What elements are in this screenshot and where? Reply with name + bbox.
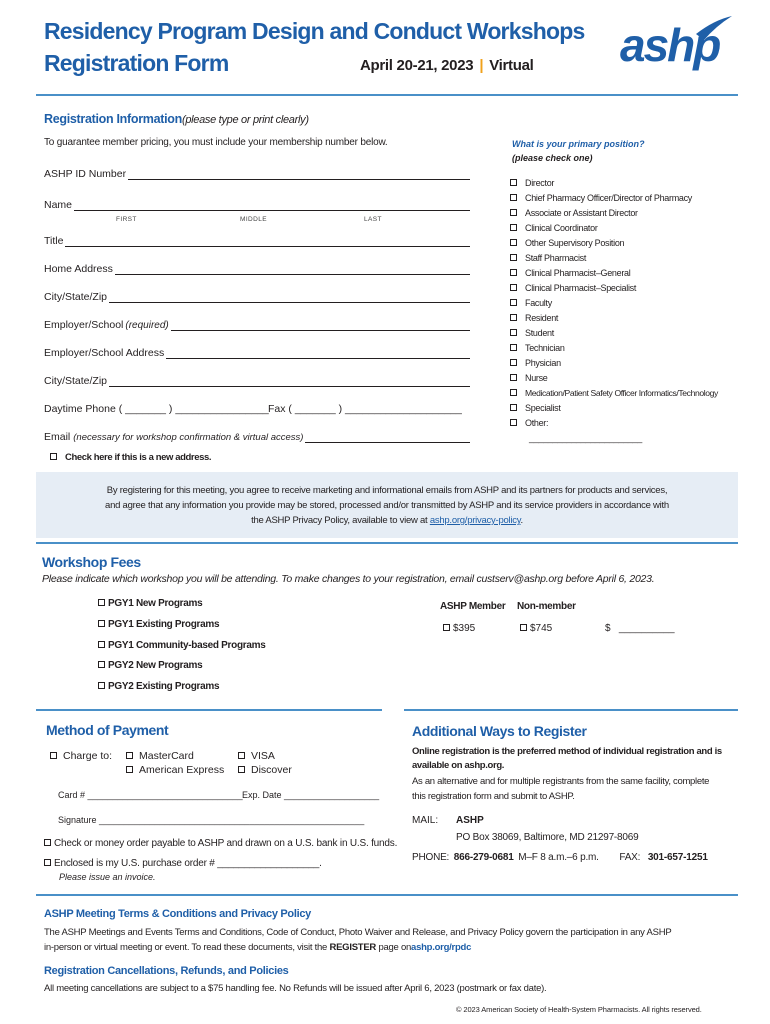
signature-field[interactable]: Signature _____________________________________________________ — [58, 815, 365, 825]
phone-label-text: PHONE: — [412, 852, 450, 863]
position-checkbox[interactable] — [510, 314, 517, 321]
nonmember-price-option[interactable] — [520, 623, 552, 634]
consent-line-1: By registering for this meeting, you agree to receive marketing and informational emails from ASHP and its partners for products and services, — [106, 485, 668, 496]
consent-line-3 — [36, 513, 738, 528]
logo-text: ashp — [620, 19, 720, 71]
privacy-policy-link[interactable]: ashp.org/privacy-policy — [429, 515, 521, 526]
registration-heading — [44, 112, 309, 126]
position-option[interactable] — [510, 296, 738, 311]
name-middle-caption: MIDDLE — [240, 216, 267, 223]
position-checkbox[interactable] — [510, 344, 517, 351]
name-first-caption: FIRST — [116, 216, 137, 223]
card-option[interactable] — [238, 764, 292, 776]
position-option[interactable] — [510, 206, 738, 221]
workshop-option[interactable] — [98, 681, 219, 692]
invoice-note: Please issue an invoice. — [59, 872, 156, 882]
mail-name: ASHP — [456, 815, 484, 826]
position-option[interactable] — [510, 401, 738, 416]
consent-line-2: and agree that any information you provide may be stored, processed and/or transmitted by ASHP and its service providers in accordance with — [105, 500, 669, 511]
position-label: Technician — [525, 343, 565, 353]
fax-number: 301-657-1251 — [647, 852, 708, 863]
register-word: REGISTER — [329, 942, 377, 953]
position-option[interactable] — [510, 311, 738, 326]
consent-line-3-text: the ASHP Privacy Policy, available to view at — [251, 515, 428, 526]
member-price-checkbox[interactable] — [443, 624, 450, 631]
alternative-note-line-1: As an alternative and for multiple registrants from the same facility, complete — [412, 776, 710, 787]
card-label-amex: American Express — [139, 764, 225, 776]
position-checkbox[interactable] — [510, 284, 517, 291]
ashp-id-field[interactable] — [44, 168, 470, 180]
check-option[interactable] — [44, 838, 397, 849]
fax-field[interactable] — [268, 403, 462, 415]
phone-label: Daytime Phone ( _______ ) ________________ — [44, 403, 269, 415]
payment-rule — [36, 709, 382, 711]
member-column-header: ASHP Member — [440, 601, 506, 612]
card-number-field[interactable]: Card # _______________________________ — [58, 790, 243, 800]
workshop-option[interactable] — [98, 640, 265, 651]
position-checkbox[interactable] — [510, 299, 517, 306]
position-option[interactable] — [510, 371, 738, 386]
terms-text — [44, 925, 671, 955]
employer-field[interactable] — [44, 319, 470, 331]
additional-heading: Additional Ways to Register — [412, 723, 587, 739]
fee-total-field[interactable]: $ __________ — [605, 623, 675, 634]
event-date-text: April 20-21, 2023 — [360, 57, 474, 74]
terms-text-line-2-text: in-person or virtual meeting or event. To read these documents, visit the — [44, 942, 328, 953]
cancellation-heading: Registration Cancellations, Refunds, and Policies — [44, 965, 289, 977]
position-checkbox[interactable] — [510, 224, 517, 231]
position-list — [510, 176, 738, 446]
card-checkbox[interactable] — [126, 752, 133, 759]
position-label: Physician — [525, 358, 561, 368]
position-option[interactable] — [510, 221, 738, 236]
card-label-discover: Discover — [251, 764, 292, 776]
header-rule — [36, 94, 738, 96]
workshop-label: PGY1 Community-based Programs — [108, 640, 266, 651]
position-option[interactable] — [510, 191, 738, 206]
terms-heading: ASHP Meeting Terms & Conditions and Privacy Policy — [44, 908, 311, 920]
city-state-zip-label: City/State/Zip — [44, 291, 108, 303]
position-option[interactable] — [510, 281, 738, 296]
fees-heading: Workshop Fees — [42, 554, 141, 570]
position-option[interactable] — [510, 251, 738, 266]
copyright: © 2023 American Society of Health-System Pharmacists. All rights reserved. — [456, 1005, 702, 1014]
card-checkbox[interactable] — [238, 752, 245, 759]
position-checkbox[interactable] — [510, 239, 517, 246]
card-label-visa: VISA — [251, 750, 275, 762]
employer-address-label: Employer/School Address — [44, 347, 165, 359]
position-question: What is your primary position? — [512, 139, 645, 149]
title-field[interactable] — [44, 235, 470, 247]
member-price-option[interactable] — [443, 623, 475, 634]
alternative-note-line-2: this registration form and submit to ASHP. — [412, 791, 575, 802]
online-note-line-1: Online registration is the preferred method of individual registration and is — [412, 746, 722, 757]
workshop-option[interactable] — [98, 660, 202, 671]
position-checkbox[interactable] — [510, 179, 517, 186]
rpdc-link[interactable]: ashp.org/rpdc — [411, 942, 472, 953]
position-checkbox[interactable] — [510, 209, 517, 216]
position-checkbox[interactable] — [510, 374, 517, 381]
position-option[interactable] — [510, 176, 738, 191]
cancellation-text: All meeting cancellations are subject to a $75 handling fee. No Refunds will be issued after April 6, 2023 (postmark or fax date). — [44, 983, 547, 994]
position-label: Clinical Pharmacist–Specialist — [525, 283, 637, 293]
consent-box — [36, 472, 738, 538]
new-address-checkbox[interactable] — [50, 453, 57, 460]
position-checkbox[interactable] — [510, 419, 517, 426]
position-other-line[interactable]: ________________________ — [529, 433, 642, 443]
workshop-label: PGY1 Existing Programs — [108, 619, 220, 630]
fees-rule — [36, 542, 738, 544]
city-state-zip-label-2: City/State/Zip — [44, 375, 108, 387]
position-checkbox[interactable] — [510, 404, 517, 411]
card-option[interactable] — [126, 750, 194, 762]
phone-field[interactable] — [44, 403, 269, 415]
city-state-zip-field-2[interactable] — [44, 375, 470, 387]
position-label: Other: — [525, 418, 549, 428]
payment-heading: Method of Payment — [46, 722, 169, 738]
form-title-line1: Residency Program Design and Conduct Workshops — [44, 18, 585, 44]
workshop-option[interactable] — [98, 619, 219, 630]
online-note-line-2: available on ashp.org. — [412, 760, 505, 771]
event-date — [360, 57, 534, 74]
position-option[interactable] — [510, 341, 738, 356]
po-checkbox[interactable] — [44, 859, 51, 866]
ashp-id-label: ASHP ID Number — [44, 168, 127, 180]
home-address-field[interactable] — [44, 263, 470, 275]
workshop-checkbox[interactable] — [98, 641, 105, 648]
card-checkbox[interactable] — [238, 766, 245, 773]
workshop-label: PGY2 New Programs — [108, 660, 203, 671]
new-address-label: Check here if this is a new address. — [65, 452, 212, 463]
registration-heading-text: Registration Information — [44, 112, 182, 126]
position-checkbox[interactable] — [510, 194, 517, 201]
charge-to-checkbox[interactable] — [50, 752, 57, 759]
employer-label: Employer/School — [44, 319, 124, 331]
phone-fax-line — [412, 852, 708, 863]
position-label: Nurse — [525, 373, 548, 383]
position-option[interactable] — [510, 266, 738, 281]
registration-heading-note: (please type or print clearly) — [181, 114, 309, 126]
email-note: (necessary for workshop confirmation & virtual access) — [73, 432, 304, 443]
city-state-zip-field[interactable] — [44, 291, 470, 303]
card-label-mastercard: MasterCard — [139, 750, 194, 762]
position-label: Medication/Patient Safety Officer Informatics/Technology — [525, 388, 718, 398]
position-checkbox[interactable] — [510, 359, 517, 366]
position-label: Student — [525, 328, 554, 338]
fax-label-text: FAX: — [619, 852, 641, 863]
terms-text-line-2 — [44, 940, 671, 955]
workshop-checkbox[interactable] — [98, 599, 105, 606]
form-title-line2: Registration Form — [44, 50, 229, 76]
fax-label: Fax ( _______ ) ____________________ — [268, 403, 462, 415]
position-label: Clinical Coordinator — [525, 223, 598, 233]
workshop-label: PGY2 Existing Programs — [108, 681, 220, 692]
mail-address: PO Box 38069, Baltimore, MD 21297-8069 — [456, 832, 639, 843]
home-address-label: Home Address — [44, 263, 113, 275]
position-label: Chief Pharmacy Officer/Director of Pharmacy — [525, 193, 692, 203]
additional-rule — [404, 709, 738, 711]
exp-date-field[interactable]: Exp. Date ___________________ — [242, 790, 380, 800]
po-option[interactable] — [44, 858, 322, 869]
fees-instruction: Please indicate which workshop you will be attending. To make changes to your registration, email custserv@ashp.org before April 6, 2023. — [42, 573, 655, 585]
position-checkbox[interactable] — [510, 269, 517, 276]
email-label: Email — [44, 431, 71, 443]
check-checkbox[interactable] — [44, 839, 51, 846]
terms-rule — [36, 894, 738, 896]
position-label: Resident — [525, 313, 559, 323]
name-last-caption: LAST — [364, 216, 382, 223]
page-on-text: page on — [378, 942, 412, 953]
position-label: Associate or Assistant Director — [525, 208, 638, 218]
position-checkbox[interactable] — [510, 329, 517, 336]
mail-label: MAIL: — [412, 815, 439, 826]
position-label: Specialist — [525, 403, 561, 413]
workshop-option[interactable] — [98, 598, 202, 609]
employer-address-field[interactable] — [44, 347, 470, 359]
member-intro: To guarantee member pricing, you must include your membership number below. — [44, 137, 388, 148]
member-price: $395 — [453, 623, 476, 634]
ashp-logo — [618, 14, 736, 74]
position-option[interactable] — [510, 416, 738, 431]
title-label: Title — [44, 235, 64, 247]
card-option[interactable] — [126, 764, 224, 776]
workshop-checkbox[interactable] — [98, 661, 105, 668]
check-label: Check or money order payable to ASHP and drawn on a U.S. bank in U.S. funds. — [54, 838, 398, 849]
workshop-label: PGY1 New Programs — [108, 598, 203, 609]
nonmember-price: $745 — [530, 623, 553, 634]
nonmember-column-header: Non-member — [517, 601, 576, 612]
position-label: Clinical Pharmacist–General — [525, 268, 631, 278]
position-label: Director — [525, 178, 555, 188]
name-label: Name — [44, 199, 73, 211]
position-note: (please check one) — [512, 153, 593, 163]
card-option[interactable] — [238, 750, 275, 762]
date-separator: | — [479, 57, 484, 74]
consent-text — [36, 472, 738, 528]
workshop-checkbox[interactable] — [98, 620, 105, 627]
consent-end: . — [520, 515, 523, 526]
position-checkbox[interactable] — [510, 389, 517, 396]
card-checkbox[interactable] — [126, 766, 133, 773]
charge-to-label: Charge to: — [63, 750, 113, 762]
new-address-option[interactable] — [50, 452, 211, 463]
position-label: Staff Pharmacist — [525, 253, 587, 263]
position-option[interactable] — [510, 326, 738, 341]
po-label: Enclosed is my U.S. purchase order # ___________________. — [54, 858, 322, 869]
workshop-checkbox[interactable] — [98, 682, 105, 689]
position-label: Other Supervisory Position — [525, 238, 625, 248]
phone-hours: M–F 8 a.m.–6 p.m. — [518, 852, 599, 863]
position-option[interactable] — [510, 386, 738, 401]
name-field[interactable] — [44, 199, 470, 211]
position-option[interactable] — [510, 356, 738, 371]
position-label: Faculty — [525, 298, 552, 308]
email-field[interactable] — [44, 431, 470, 443]
alternative-note — [412, 774, 709, 804]
terms-text-line-1: The ASHP Meetings and Events Terms and Conditions, Code of Conduct, Photo Waiver and Release, and Privacy Policy govern the participation in any ASHP — [44, 927, 672, 938]
employer-required-note: (required) — [125, 320, 169, 331]
position-option[interactable] — [510, 236, 738, 251]
online-note — [412, 745, 722, 773]
event-mode: Virtual — [489, 57, 534, 74]
charge-to — [50, 750, 112, 762]
nonmember-price-checkbox[interactable] — [520, 624, 527, 631]
position-checkbox[interactable] — [510, 254, 517, 261]
phone-number[interactable]: 866-279-0681 — [453, 852, 514, 863]
